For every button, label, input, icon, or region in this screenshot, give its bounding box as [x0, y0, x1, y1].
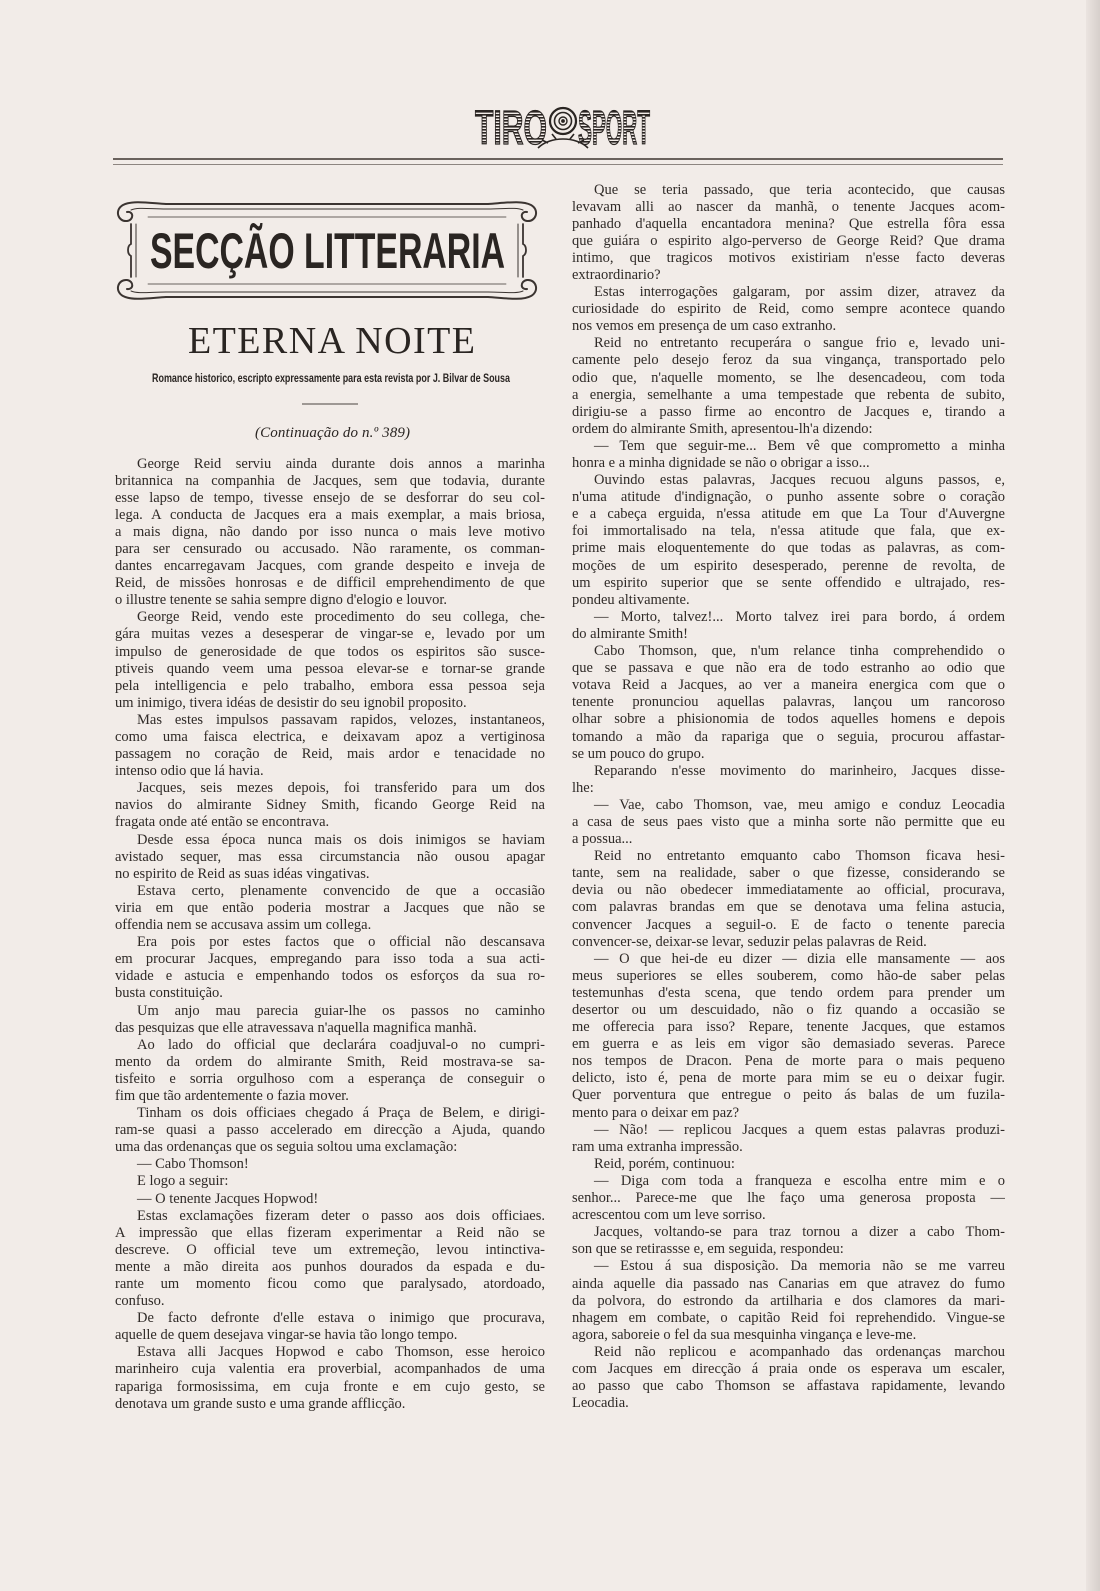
text-line: camente pelo desejo feroz da sua vingança, transportado pelo	[572, 352, 1005, 369]
text-line: aquelle de quem desejava vingar-se havia tão longo tempo.	[115, 1327, 458, 1344]
text-line: tisfeito e sorria orgulhoso com a esperança de conseguir o	[115, 1070, 545, 1087]
text-line: Estas interrogações galgaram, por assim dizer, atravez da	[594, 284, 1005, 301]
text-line: mento da ordem do almirante Smith, Reid mostrava-se sa-	[115, 1053, 545, 1070]
text-line: avistado sequer, mas essa circumstancia não ousou apagar	[115, 848, 545, 865]
text-line: tante, sem na realidade, saber o que fizesse, considerando se	[572, 865, 1005, 882]
paragraph	[572, 1173, 1005, 1224]
text-line: George Reid, vendo este procedimento do seu collega, che-	[137, 609, 545, 626]
text-line: para ser censurado ou accusado. Não raramente, os comman-	[115, 540, 545, 557]
text-line: que guiára o espirito algo-perverso de George Reid? Que drama	[572, 232, 1005, 249]
paragraph	[572, 797, 1005, 848]
text-line: — Morto, talvez!... Morto talvez irei para bordo, á ordem	[594, 608, 1005, 625]
text-line: Jacques, seis mezes depois, foi transferido para um dos	[137, 780, 545, 797]
paragraph	[572, 1258, 1005, 1343]
paragraph	[572, 643, 1005, 763]
text-line: das pesquizas que elle atravessava n'aquella magnifica manhã.	[115, 1019, 477, 1036]
text-line: Reid no entretanto emquanto cabo Thomson ficava hesi-	[594, 848, 1005, 865]
text-line: agora, saboreie o fel da sua mesquinha vingança e leve-me.	[572, 1326, 917, 1343]
text-line: — O que hei-de eu dizer — dizia elle mansamente — aos	[594, 950, 1005, 967]
paragraph	[572, 951, 1005, 1122]
text-line: a mais digna, não dando por isso nunca o mais leve motivo	[115, 523, 545, 540]
text-line: descreve. O official teve um extremeção, levou intinctiva-	[115, 1241, 545, 1258]
paragraph	[572, 763, 1005, 797]
text-line: um inimigo, tivera idéas de desistir do seu ignobil proposito.	[115, 694, 467, 711]
text-line: ainda aquelle dia passado nas Canarias em que atravez do fumo	[572, 1275, 1005, 1292]
text-line: curiosidade do espirito de Reid, como sempre acontece quando	[572, 301, 1005, 318]
text-line: ram uma extranha impressão.	[572, 1138, 743, 1155]
paragraph	[572, 284, 1005, 335]
text-line: — Tem que seguir-me... Bem vê que comprometto a minha	[594, 437, 1005, 454]
article-subtitle: Romance historico, escripto expressamente para esta revista por J. Bilvar de Sousa	[152, 373, 511, 385]
text-line: senhor... Parece-me que lhe faço uma generosa proposta —	[572, 1190, 1005, 1207]
paragraph	[572, 1122, 1005, 1156]
paragraph	[572, 1156, 1005, 1173]
text-line: — Diga com toda a franqueza e escolha entre mim e o	[594, 1172, 1005, 1189]
text-line: que se passava e que não era de todo estranho ao odio que	[572, 660, 1005, 677]
text-line: Estava alli Jacques Hopwod e cabo Thomson, esse heroico	[137, 1344, 545, 1361]
text-line: ordem do almirante Smith, apresentou-lh'a dizendo:	[572, 420, 873, 437]
text-line: uma das ordenanças que os seguia soltou uma exclamação:	[115, 1139, 458, 1156]
text-line: mente a mão direita aos punhos dourados da espada e du-	[115, 1258, 545, 1275]
paragraph	[115, 780, 545, 831]
text-line: Desde essa época nunca mais os dois inimigos se haviam	[137, 831, 545, 848]
text-line: do almirante Smith!	[572, 625, 688, 642]
section-banner	[108, 186, 548, 312]
text-line: levavam alli ao nascer da manhã, o tenente Jacques acom-	[572, 198, 1005, 215]
text-line: honra e a minha dignidade se não o obrigar a isso...	[572, 455, 870, 471]
right-column	[572, 182, 1005, 1413]
text-line: extraordinario?	[572, 266, 661, 283]
paragraph	[572, 335, 1005, 438]
text-line: busta constituição.	[115, 985, 223, 1002]
text-line: George Reid serviu ainda durante dois annos a marinha	[137, 455, 545, 472]
text-line: son que se retirassse e, em seguida, respondeu:	[572, 1241, 844, 1258]
text-line: mento para o deixar em paz?	[572, 1104, 740, 1121]
text-line: confuso.	[115, 1293, 165, 1310]
text-line: moções de um espirito desesperado, perenne de revolta, de	[572, 557, 1005, 574]
text-line: dirigiu-se a passo firme ao encontro de Jacques e, tirando a	[572, 403, 1005, 420]
text-line: lega. A conducta de Jacques era a mais exemplar, a mais briosa,	[115, 506, 545, 523]
paragraph	[572, 848, 1005, 951]
text-line: testemunhas d'esta scena, que tendo ordem para prender um	[572, 984, 1005, 1001]
text-line: offendia nem se accusava assim um collega.	[115, 917, 372, 934]
text-line: Era pois por estes factos que o official não descansava	[137, 934, 545, 951]
text-line: tenente pronunciou aquellas palavras, lançou um rancoroso	[572, 694, 1005, 711]
text-line: como uma faisca electrica, e deixavam apoz a vertiginosa	[115, 729, 545, 745]
text-line: Reid, porém, continuou:	[594, 1155, 735, 1172]
text-line: E logo a seguir:	[137, 1173, 229, 1190]
header-rule-thin	[113, 164, 1003, 165]
text-line: votava Reid a Jacques, ao ver a maneira energica com que o	[572, 677, 1005, 694]
text-line: nos tempos de Dracon. Pena de morte para o mais pequeno	[572, 1053, 1005, 1070]
text-line: fim que tão ardentemente o fazia mover.	[115, 1087, 349, 1104]
text-line: De facto defronte d'elle estava o inimigo que procurava,	[137, 1310, 545, 1327]
text-line: em procurar Jacques, empregando para isso toda a sua acti-	[115, 951, 545, 968]
text-line: Reid no entretanto recuperára o sangue frio e, levado uni-	[594, 335, 1005, 352]
text-line: ptiveis quando veem uma pessoa elevar-se e tornar-se grande	[115, 660, 545, 677]
text-line: Reparando n'esse movimento do marinheiro, Jacques disse-	[594, 762, 1005, 779]
target-icon	[550, 108, 576, 134]
article-heading	[115, 315, 545, 445]
text-line: Ouvindo estas palavras, Jacques recuou alguns passos, e,	[594, 472, 1005, 489]
text-line: fragata onde até então se encontrava.	[115, 814, 330, 831]
paragraph	[115, 1003, 545, 1037]
paragraph	[115, 1344, 545, 1412]
paragraph	[115, 883, 545, 934]
text-line: — Estou á sua disposição. Da memoria não se me varreu	[594, 1258, 1005, 1275]
text-line: panhado d'aquella encantadora menina? Que estrella fôra essa	[572, 215, 1005, 232]
text-line: viria em que então poderia mostrar a Jacques que não se	[115, 899, 545, 916]
text-line: Reid, de missões honrosas e de difficil emprehendimento de que	[115, 575, 545, 592]
paragraph	[572, 438, 1005, 472]
text-line: o illustre tenente se sahia sempre digno d'elogio e louvor.	[115, 592, 448, 609]
text-line: meus superiores se elles souberem, como hão-de saber pelas	[572, 967, 1005, 984]
page-edge-shadow	[1086, 0, 1100, 1591]
paragraph	[115, 712, 545, 780]
text-line: a possua...	[572, 831, 633, 848]
text-line: marinheiro cuja valentia era proverbial, acompanhados de uma	[115, 1361, 545, 1378]
text-line: um espirito superior que se sente offendido e ultrajado, res-	[572, 574, 1005, 591]
text-line: nos vemos em presença de um caso extranho.	[572, 318, 837, 335]
text-line: Tinham os dois officiaes chegado á Praça de Belem, e dirigi-	[137, 1105, 545, 1122]
text-line: me offerecia para isso? Repare, tenente Jacques, que estamos	[572, 1019, 1005, 1036]
paragraph	[115, 1208, 545, 1311]
text-line: gára muitas vezes a desesperar de vingar-se e, levado por um	[115, 626, 545, 643]
text-line: tomando a mão da rapariga que o seguia, procurou affastar-	[572, 728, 1005, 745]
paragraph	[572, 182, 1005, 285]
paragraph	[115, 1173, 545, 1190]
paragraph	[572, 609, 1005, 643]
text-line: convencer-se, deixar-se levar, seduzir pelas palavras de Reid.	[572, 933, 927, 950]
text-line: lhe:	[572, 779, 594, 796]
text-line: e a cabeça erguida, n'essa atitude em que La Tour d'Auvergne	[572, 506, 1005, 523]
text-line: foi immortalisado na tela, n'essa atitude que fala, que ex-	[572, 523, 1005, 540]
paragraph	[572, 1344, 1005, 1412]
text-line: com palavras brandas em que se denotava uma felina astucia,	[572, 899, 1005, 916]
text-line: delicto, isto é, pena de morte para mim se eu o deixar fugir.	[572, 1070, 1005, 1087]
paragraph	[115, 1105, 545, 1156]
text-line: convencer Jacques a seguil-o. E de facto o tenente parecia	[572, 916, 1005, 933]
article-title: ETERNA NOITE	[188, 320, 475, 362]
paragraph	[115, 1156, 545, 1173]
text-line: Cabo Thomson, que, n'um relance tinha comprehendido o	[594, 643, 1005, 660]
text-line: com Jacques em direcção á praia onde os esperava um escaler,	[572, 1360, 1005, 1377]
paragraph	[115, 609, 545, 712]
text-line: rante um momento ficou como que paralysado, atordoado,	[115, 1276, 545, 1292]
text-line: acrescentou com um leve sorriso.	[572, 1207, 766, 1224]
tiro-sport-logo	[462, 96, 658, 154]
text-line: ram-se quasi a passo accelerado em direcção a Ajuda, quando	[115, 1122, 545, 1139]
text-line: intenso odio que lá havia.	[115, 763, 264, 780]
logo-text-left: TIRO	[475, 102, 547, 154]
text-line: ao passo que cabo Thomson se affastava rapidamente, levando	[572, 1378, 1005, 1395]
paragraph	[115, 832, 545, 883]
paragraph	[115, 1310, 545, 1344]
text-line: navios do almirante Sidney Smith, ficando George Reid na	[115, 797, 545, 814]
text-line: — Vae, cabo Thomson, vae, meu amigo e conduz Leocadia	[594, 796, 1005, 813]
text-line: Jacques, voltando-se para traz tornou a dizer a cabo Thom-	[594, 1224, 1005, 1241]
text-line: Leocadia.	[572, 1395, 629, 1412]
text-line: Mas estes impulsos passavam rapidos, velozes, instantaneos,	[137, 711, 545, 728]
text-line: da polvora, do estrondo da artilharia e dos clamores da mari-	[572, 1292, 1005, 1309]
text-line: a energia, semelhante a uma tempestade que rebenta de subito,	[572, 386, 1005, 403]
text-line: — Não! — replicou Jacques a quem estas palavras produzi-	[594, 1121, 1005, 1138]
left-column	[115, 456, 545, 1413]
paragraph	[572, 1224, 1005, 1258]
text-line: devia ou não obedecer immediatamente ao official, procurava,	[572, 882, 1005, 899]
text-line: britannica na companhia de Jacques, sem que todavia, durante	[115, 472, 545, 489]
text-line: desertor ou um descuidado, não o fiz quando a occasião se	[572, 1002, 1005, 1018]
paragraph	[115, 1191, 545, 1208]
text-line: se um pouco do grupo.	[572, 745, 705, 762]
text-line: olhar sobre a phisionomia de todos aquelles homens e depois	[572, 711, 1005, 728]
text-line: impulso de generosidade de que todos os espiritos são susce-	[115, 643, 545, 660]
header-rule-thick	[113, 158, 1003, 160]
text-line: esse lapso de tempo, tivesse ensejo de se desforrar do seu col-	[115, 489, 545, 506]
text-line: em guerra e as leis em vigor são demasiado severas. Parece	[572, 1036, 1005, 1053]
text-line: intimo, que tragicos motivos existiriam n'esse facto deveras	[572, 249, 1005, 266]
continuation-note: (Continuação do n.º 389)	[255, 425, 410, 441]
text-line: rapariga formosissima, em cuja fronte e em cujo gesto, se	[115, 1378, 545, 1395]
text-line: pondeu altivamente.	[572, 591, 690, 608]
text-line: Quer porventura que entregue o peito ás balas de um fuzila-	[572, 1087, 1005, 1104]
text-line: vidade e astucia e empenhando todos os esforços da sua ro-	[115, 968, 545, 985]
text-line: no espirito de Reid as suas idéas vingativas.	[115, 865, 370, 882]
text-line: Reid não replicou e acompanhado das ordenanças marchou	[594, 1343, 1005, 1360]
text-line: Ao lado do official que declarára coadjuval-o no cumpri-	[137, 1036, 545, 1053]
text-line: a casa de seus paes visto que a minha sorte não permitte que eu	[572, 813, 1005, 830]
text-line: — Cabo Thomson!	[137, 1156, 249, 1173]
paragraph	[115, 934, 545, 1002]
text-line: Estava certo, plenamente convencido de que a occasião	[137, 882, 545, 899]
text-line: nhagem em combate, o capitão Reid foi reprehendido. Vingue-se	[572, 1309, 1005, 1326]
paragraph	[115, 456, 545, 610]
text-line: n'uma atitude d'indignação, o punho assente sobre o coração	[572, 489, 1005, 506]
text-line: passagem no coração de Reid, mais ardor e tenacidade no	[115, 746, 545, 763]
text-line: denotava um grande susto e uma grande afflicção.	[115, 1395, 406, 1412]
text-line: A impressão que ellas fizeram experimentar a Reid não se	[115, 1224, 545, 1241]
text-line: prime mais eloquentemente do que todas as palavras, as com-	[572, 540, 1005, 557]
logo-text-right: SPORT	[578, 102, 650, 154]
text-line: pela intelligencia e pelo trabalho, embora essa pessoa seja	[115, 677, 545, 694]
paragraph	[115, 1037, 545, 1105]
text-line: odio que, n'aquelle momento, se lhe desencadeou, com toda	[572, 369, 1005, 386]
text-line: — O tenente Jacques Hopwod!	[137, 1190, 319, 1207]
section-title: SECÇÃO LITTERARIA	[150, 223, 505, 279]
text-line: Que se teria passado, que teria acontecido, que causas	[594, 181, 1005, 198]
text-line: Um anjo mau parecia guiar-lhe os passos no caminho	[137, 1002, 545, 1019]
text-line: Estas exclamações fizeram deter o passo aos dois officiaes.	[137, 1207, 545, 1224]
paragraph	[572, 472, 1005, 609]
text-line: dantes encarregavam Jacques, com grande despeito e inveja de	[115, 558, 545, 575]
